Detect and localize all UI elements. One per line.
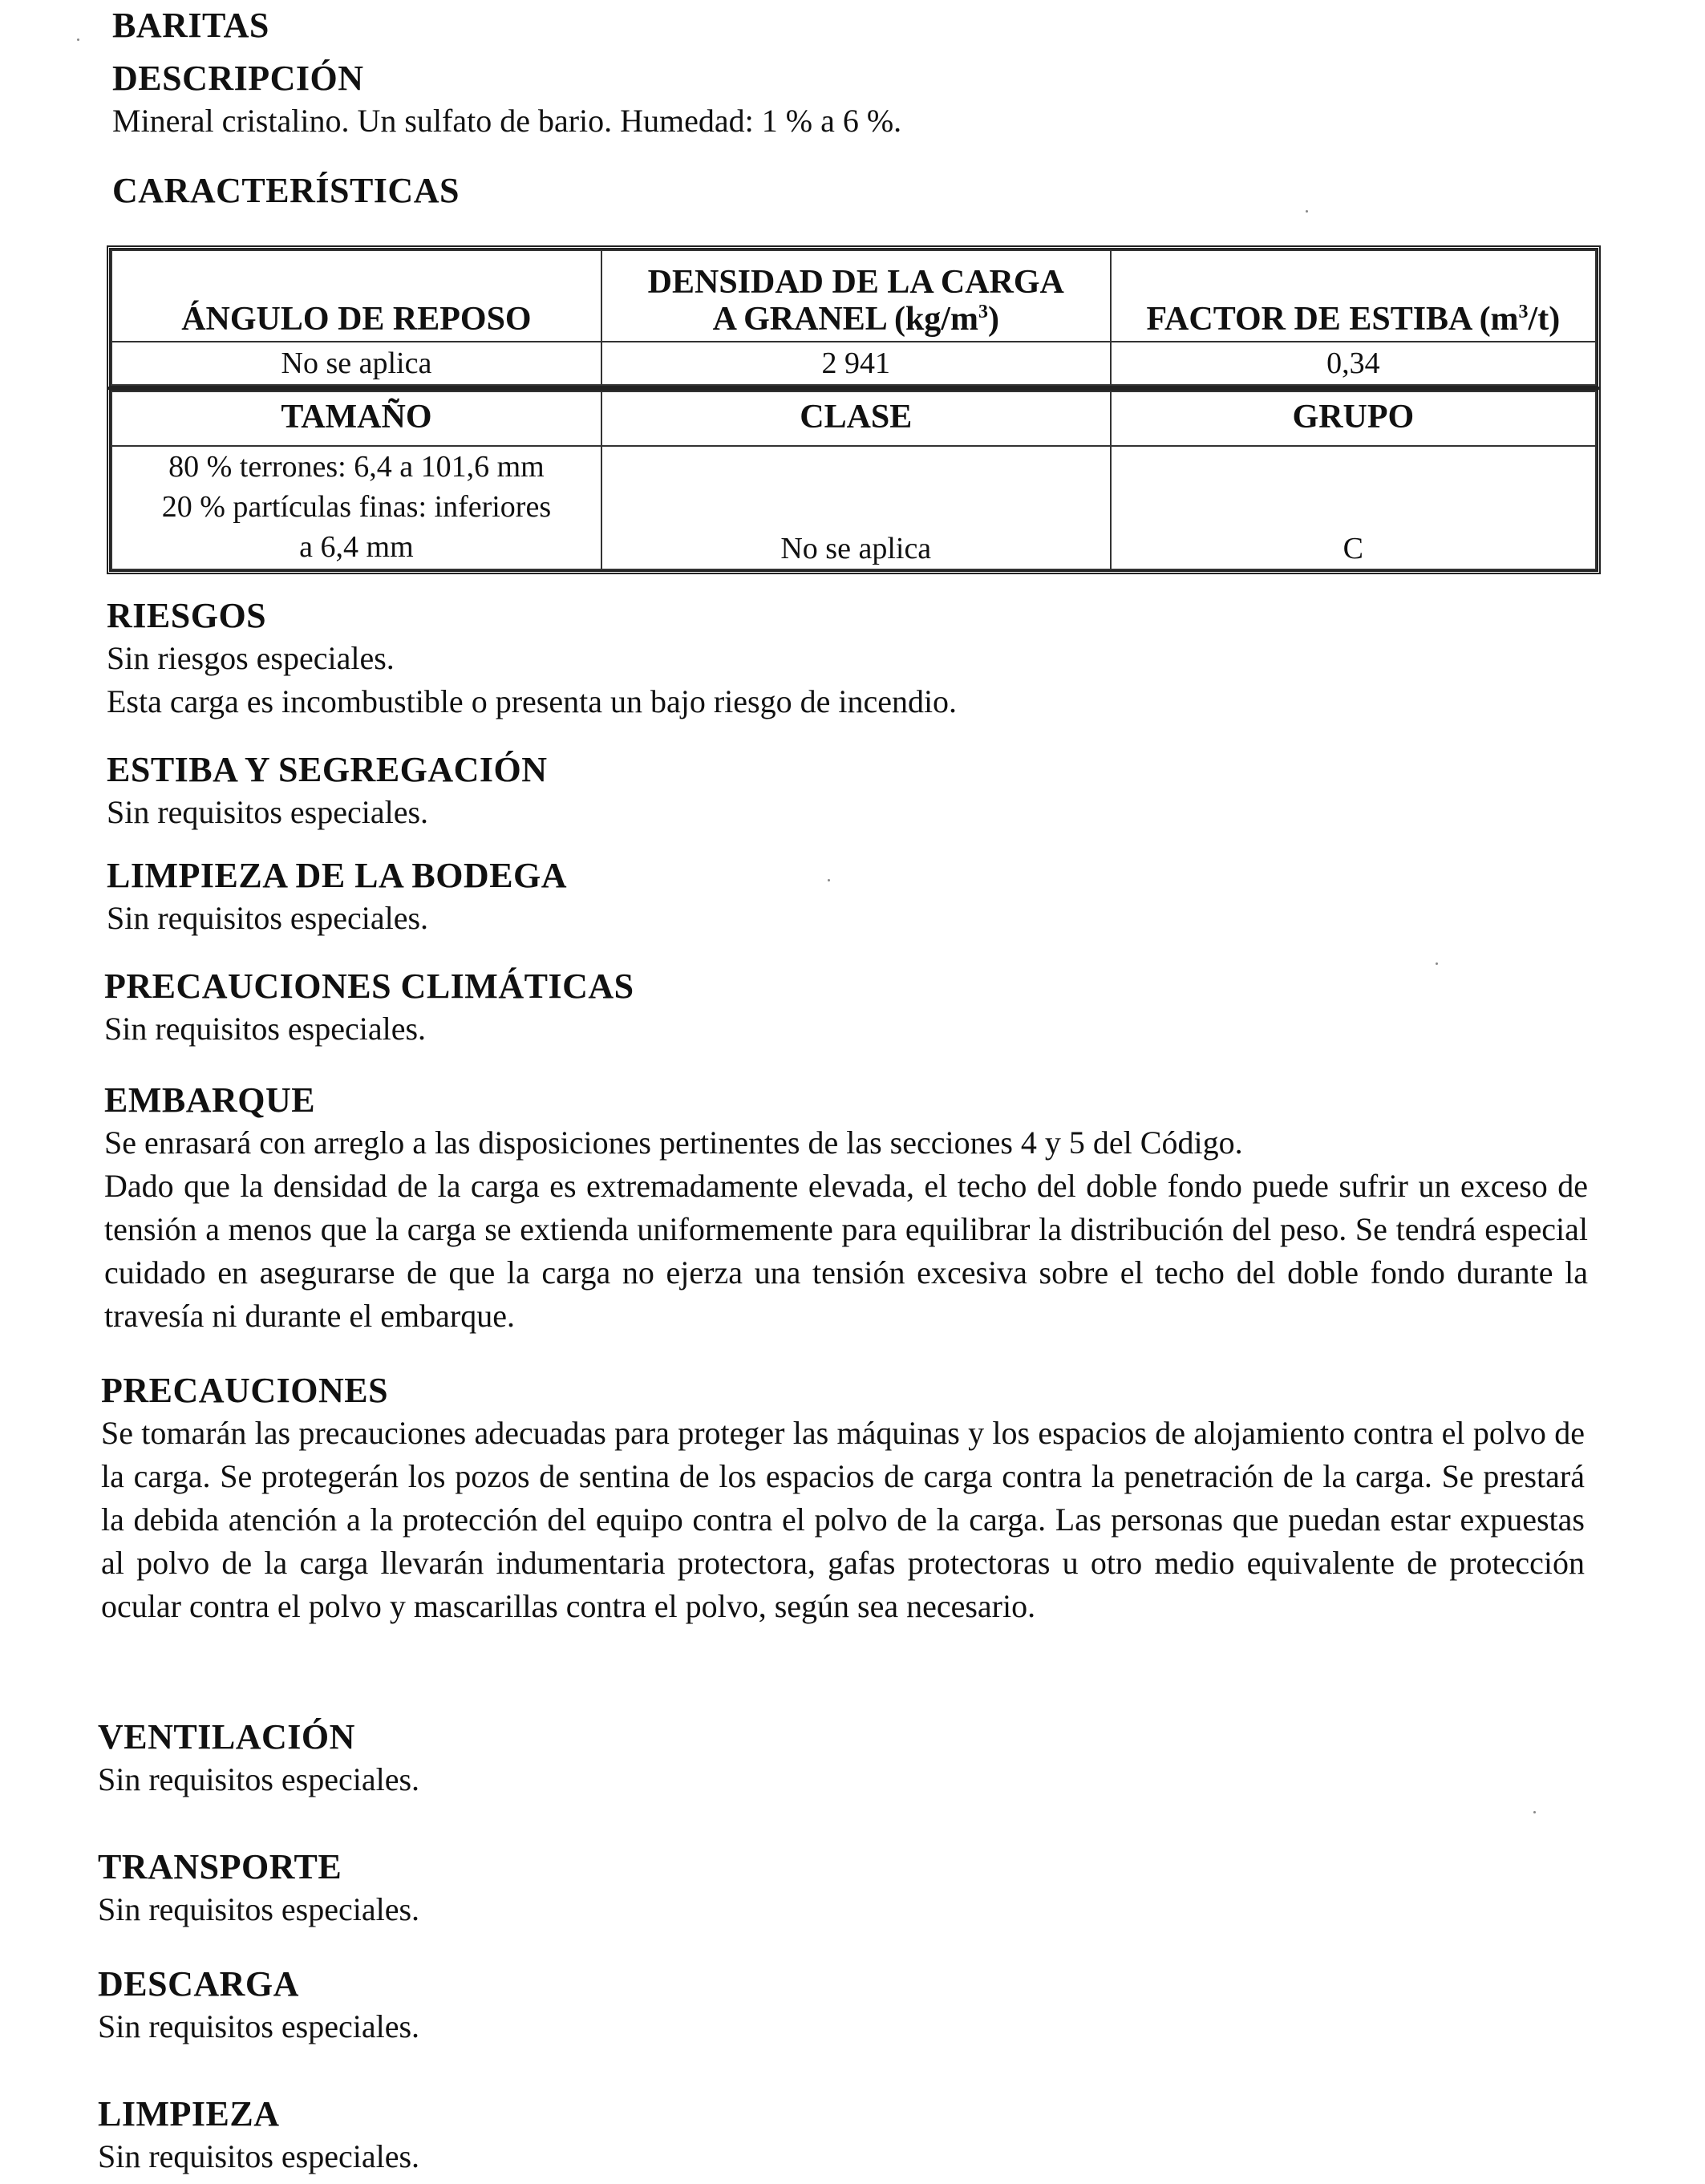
- value-tamano-line3: a 6,4 mm: [299, 530, 414, 564]
- section-text: Sin requisitos especiales.: [98, 2138, 420, 2174]
- section-precauciones-climaticas: [104, 966, 1588, 1051]
- header-factor-text: FACTOR DE ESTIBA (m: [1146, 301, 1519, 338]
- section-embarque: [104, 1080, 1588, 1338]
- header-factor-estiba: [1111, 250, 1596, 342]
- section-heading: LIMPIEZA: [98, 2094, 280, 2133]
- header-densidad-line2: [607, 301, 1105, 338]
- value-tamano: [111, 446, 601, 569]
- value-densidad: 2 941: [601, 342, 1111, 385]
- section-text-line1: Sin riesgos especiales.: [107, 640, 395, 676]
- characteristics-table-1: [107, 245, 1601, 390]
- section-transporte: [98, 1846, 1581, 1931]
- section-heading: PRECAUCIONES: [101, 1371, 389, 1410]
- section-text: Sin requisitos especiales.: [98, 1761, 420, 1797]
- characteristics-table-2: [107, 387, 1601, 574]
- header-factor-sup: 3: [1518, 302, 1529, 322]
- header-densidad-text: A GRANEL (kg/m: [712, 301, 978, 338]
- scan-speck: [1436, 962, 1438, 965]
- section-heading: VENTILACIÓN: [98, 1717, 355, 1757]
- section-limpieza-bodega: [107, 855, 1590, 940]
- header-densidad-sup: 3: [978, 302, 988, 322]
- section-heading: LIMPIEZA DE LA BODEGA: [107, 856, 568, 895]
- section-heading: ESTIBA Y SEGREGACIÓN: [107, 750, 548, 789]
- section-heading: TRANSPORTE: [98, 1847, 342, 1886]
- header-grupo: GRUPO: [1111, 391, 1596, 446]
- header-angulo: ÁNGULO DE REPOSO: [111, 250, 601, 342]
- value-tamano-line1: 80 % terrones: 6,4 a 101,6 mm: [168, 450, 545, 484]
- section-paragraph: Se tomarán las precauciones adecuadas para proteger las máquinas y los espacios de alojamiento contra el polvo de la carga. Se protegerán los pozos de sentina de los espacios de carga contra la penetración de la carga. Se prestará la debida atención a la protección del equipo contra el polvo de la carga. Las personas que puedan estar expuestas al polvo de la carga llevarán indumentaria protectora, gafas protectoras u otro medio equivalente de protección ocular contra el polvo y mascarillas contra el polvo, según sea necesario.: [101, 1415, 1585, 1624]
- scan-speck: [77, 38, 79, 41]
- section-precauciones: [101, 1370, 1585, 1628]
- section-ventilacion: [98, 1716, 1581, 1801]
- scan-speck: [828, 879, 830, 881]
- value-grupo: C: [1111, 446, 1596, 569]
- section-heading-caracteristicas: CARACTERÍSTICAS: [112, 171, 460, 210]
- header-densidad-line1: DENSIDAD DE LA CARGA: [647, 264, 1064, 301]
- header-densidad-tail: ): [987, 301, 999, 338]
- section-text: Sin requisitos especiales.: [98, 2008, 420, 2044]
- section-heading: RIESGOS: [107, 596, 267, 635]
- scan-speck: [1306, 210, 1308, 213]
- value-angulo: No se aplica: [111, 342, 601, 385]
- section-heading: DESCARGA: [98, 1964, 299, 2004]
- document-title: BARITAS: [112, 6, 269, 45]
- header-tamano: TAMAÑO: [111, 391, 601, 446]
- section-estiba-segregacion: [107, 749, 1590, 834]
- section-paragraph: Dado que la densidad de la carga es extremadamente elevada, el techo del doble fondo puede sufrir un exceso de tensión a menos que la carga se extienda uniformemente para equilibrar la distribución del peso. Se tendrá especial cuidado en asegurarse de que la carga no ejerza una tensión excesiva sobre el techo del doble fondo durante la travesía ni durante el embarque.: [104, 1168, 1588, 1334]
- section-limpieza: [98, 2093, 1581, 2178]
- section-text-line2: Esta carga es incombustible o presenta un bajo riesgo de incendio.: [107, 683, 958, 719]
- section-heading: DESCRIPCIÓN: [112, 59, 364, 98]
- section-descripcion: [112, 58, 1596, 143]
- section-text-line1: Se enrasará con arreglo a las disposiciones pertinentes de las secciones 4 y 5 del Código.: [104, 1124, 1243, 1161]
- header-clase: CLASE: [601, 391, 1111, 446]
- header-factor-tail: /t): [1528, 301, 1561, 338]
- section-text: Sin requisitos especiales.: [98, 1891, 420, 1927]
- header-densidad: [601, 250, 1111, 342]
- section-riesgos: [107, 595, 1590, 723]
- scan-speck: [1533, 1811, 1536, 1813]
- value-factor-estiba: 0,34: [1111, 342, 1596, 385]
- section-heading: EMBARQUE: [104, 1080, 316, 1120]
- value-tamano-line2: 20 % partículas finas: inferiores: [161, 490, 552, 524]
- section-text: Sin requisitos especiales.: [104, 1011, 427, 1047]
- section-text: Sin requisitos especiales.: [107, 900, 429, 936]
- section-text: Sin requisitos especiales.: [107, 794, 429, 830]
- value-clase: No se aplica: [601, 446, 1111, 569]
- section-text: Mineral cristalino. Un sulfato de bario. Humedad: 1 % a 6 %.: [112, 103, 902, 139]
- section-heading: PRECAUCIONES CLIMÁTICAS: [104, 966, 634, 1006]
- section-descarga: [98, 1963, 1581, 2048]
